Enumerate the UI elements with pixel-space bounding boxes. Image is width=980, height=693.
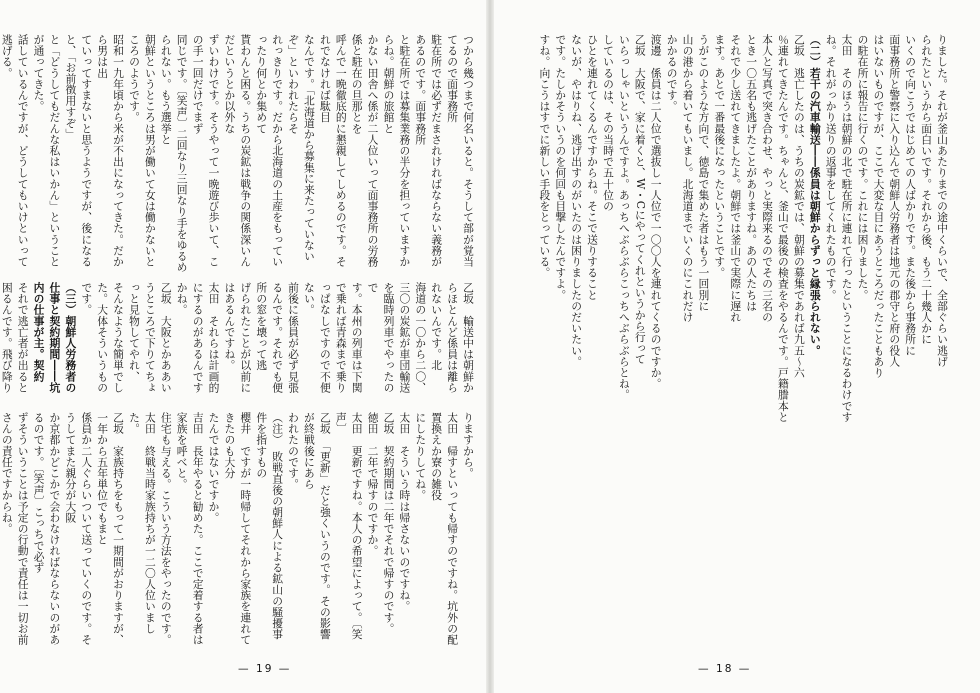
text-line: ます。あとで一番最後になったということです。 [713,34,727,279]
text-line: ね。それがっかり送りの返事をしてくれたものです。 [824,34,838,301]
text-line: 乙坂 契約期間は二年でそれで帰すのです。 [382,412,396,634]
left-top-column [0,34,476,274]
text-line: つから幾つまで何名いると。そうして部が覚当てるので面事務所 [446,34,475,268]
text-line: 山の港から着いてもいまし。北海道までいくのにこれだけ [681,34,695,323]
text-line: す。本州の列車は下関で乗れば青森まで乗りっぱなしですので不便ない。 [302,282,364,393]
text-line: 駐在所では必ずだまされければならない義務があるのです。面事務所 [414,34,444,268]
text-line: 太田 終戦当時家族持ちが一二〇人位いました。 [127,412,157,634]
text-line: ずそういうことは予定の行動で責任は一切お前さんの責任ですからね。 [0,412,30,646]
text-line: 本人と写真で突き合わせ、やっと実際来るのでその三名の [761,34,775,323]
right-main-column [510,34,950,644]
text-line: かない田舎へ係が二人位いって面事務所の労務係と駐在の旦那とを [350,34,380,268]
text-line: 朝鮮というところは男が働いて女は働かないところのようです。 [127,34,157,268]
text-line: それで逃亡者が出ると困るんです。飛び降り [0,282,30,393]
text-line: りますから。 [462,412,475,479]
text-line: れっきりです。だから北海道の土産をもっていったり何とか集めて [255,34,285,268]
text-line: 前後に係員が必ず見張るんです。それでも便所の窓を壊って逃 [255,282,301,393]
text-line: 海道の一〇から二〇、三〇の炭鉱が車団輸送を臨時列車でやったので [366,282,428,393]
text-line: それで少し送れてきましたよ。朝鮮では釜山で実際に遅れ [729,34,743,323]
text-line: 面事務所と警察に入り込んで朝鮮人労務者は地元の郡守と府の役人 [888,34,902,367]
page-19 [0,0,488,693]
text-line: 太田 そのほうは朝鮮の北で駐在所に連れて行ったということになるわけです [840,34,854,423]
text-line: しているのは、その当時で五十位の [601,34,615,212]
text-line: か京都かどこかで会わなければならないのがあるのです。〔笑声〕こっちで必ず [32,412,62,646]
text-line: ％連れてきたんです。ちゃんと、釜山で最後の検査をやるんです。戸籍謄本と [776,34,790,423]
text-line: 住宅も与える。こういう方法をやったのです。 [159,412,173,646]
left-bottom-column [0,412,476,650]
text-line: 呼んで一晩徹底的に懇親してしめるのです。それでなければ駄目 [318,34,348,268]
text-line: 話しているんですが、どうしてもいけといって逃げる。 [0,34,30,268]
page-number: — 18 — [698,663,752,675]
page-number: — 19 — [238,663,292,675]
text-line: ていってすまないと思うようですが、後になると、「お前徴用すぞ」 [64,34,94,268]
text-line: 太田 帰すといっても帰すのですね。坑外の配置換えか寮の雑役 [430,412,460,646]
text-line: 乙坂 大阪とかああいうところで下りてちょっと見物してやれ、 [127,282,173,393]
section-heading: （二）若干の汽車輸送――係員は朝鮮からずっと縁張られない。 [808,34,822,356]
text-line: ずいわけです。そうやって一晩遊び歩いて、この手一回だけでまず [191,34,221,268]
text-line: いくので向こうではじめての人ばかりです。また後から事務所に [904,34,918,356]
note-line: （注） 敗戦直後の朝鮮人による鉱山の騒擾事件を指すもの [255,412,285,640]
text-line: 乙坂 輸送中は朝鮮からほとんど係員は離られないんです。北 [430,282,475,393]
text-line: ないが、やはりね、逃げ出すのがいたのは困りましたのだいたい。 [570,34,584,367]
text-line: 乙坂 逃亡したのは、うちの炭鉱では、朝鮮の募集であれば九五～六 [792,34,806,379]
text-line: なんです。「北海道から募集に来たっていないぞ」といわれたらそ [287,34,316,262]
text-line: 乙坂 「更新」だと強くいうのです。その影響が終戦後にあら [302,412,332,640]
text-line: 太田 それらは計画的にするのがあるんですかね。 [175,282,221,393]
text-line: 昭和一九年頃から米が不出になってきた。だから男は出 [96,34,126,268]
text-line: と「どうしてもだんな私はいかん」ということが通ってきた。 [32,34,62,268]
text-line: 徳田 二年で帰すのですか。 [366,412,380,557]
text-line: われたのです。 [287,412,301,490]
text-line: げられたことが以前にはあるんですね。 [223,282,253,393]
text-line: はいないものですが、ここで大変な目にあうところだったこともあり [872,34,886,379]
text-line: すね。向こうはすでに新しい手段をとっている。 [538,34,552,279]
text-line: の駐在所に報告に行くのです。これには困りました。 [856,34,870,301]
text-line: ひとを連れてくるんですからね。そこで送りすること [586,34,600,301]
text-line: にしたりしてね。 [414,412,428,501]
text-line: そんなような簡単でした。大体そういうものです。 [80,282,126,393]
text-line: 太田 そういう時は帰さないのですね。 [398,412,412,612]
text-line: られたというから面白いです。それから後、もう二十幾人かに [920,34,934,345]
page-18 [492,0,980,693]
text-line: とき一〇五名も逃げたことがありますね。あの人たちは [745,34,759,312]
text-line: 櫻井 ですが一時帰してそれから家族を連れてきたのも大分 [223,412,253,646]
section-heading: （三）朝鮮人労務者の仕事と契約期間――坑内の仕事が主。契約 [32,282,78,393]
text-line: かかるのです。 [665,34,679,112]
text-line: 同じです。〔笑声〕二回なり三回なり手をゆるめられない。もう選挙と [159,34,189,273]
text-line: 吉田 長年やると勧めた。ここで定着する者は家族を呼べと。 [175,412,205,646]
text-line: です。たしかそういうのを何回も目撃したんですよ。 [554,34,568,301]
text-line: 係員か二人ぐらいついて送っていくのです。そうしてまた親分が大阪 [64,412,94,646]
text-line: と駐在所では募集業務の半分を担っていますからね。朝鮮の旅館と [382,34,412,268]
text-line: いらっしゃいというんですよ。あっちへぶらぶらこっちへぶらぶらとね。 [617,34,631,401]
text-line: りました。それが釜山あたりまでの途中くらいで、全部ぐらい逃げ [936,34,949,367]
text-line: 乙坂 大阪で、家に着くと、W・Cにやってくれというから行って [633,34,647,365]
text-line: 渡邊 係員は二人位で選抜し一人位で一〇〇人を連れてくるのですか。 [649,34,663,390]
text-line: 乙坂 家族持ちをもって一期間がおりますが、一年から五年単位でもまと [96,412,126,646]
text-line: たんではないですか。 [207,412,221,523]
left-lower-column [0,282,476,402]
text-line: 太田 更新ですね。本人の希望によって。〔笑声〕 [334,412,364,640]
text-line: うがこのような方向で、徳島で集めた者はもう一回別に [697,34,711,312]
text-line: 貰わんと困る。うちの炭鉱は戦争の関係深いんだというとか以外な [223,34,253,268]
